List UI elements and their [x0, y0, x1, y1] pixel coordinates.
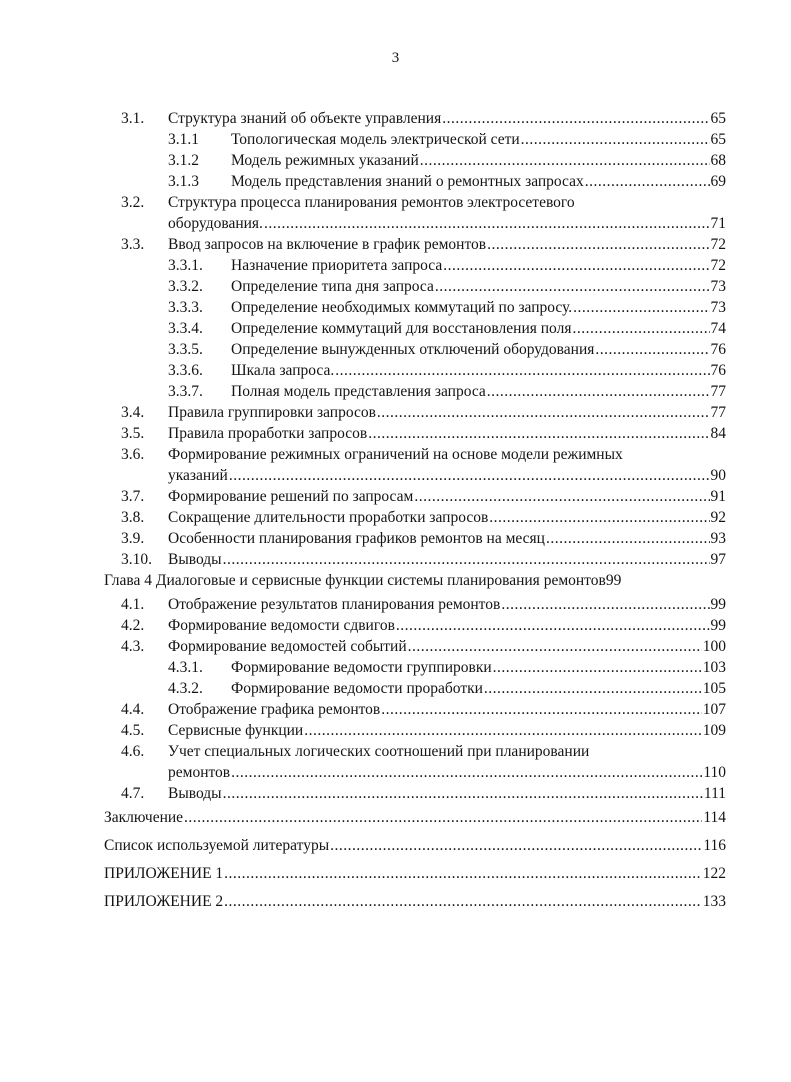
dot-leader [224, 863, 702, 884]
toc-entry-page: 116 [703, 837, 726, 854]
toc-entry[interactable] [0, 549, 791, 570]
dot-leader [501, 594, 709, 615]
toc-entry[interactable] [0, 636, 791, 657]
toc-entry-page: 114 [703, 809, 726, 826]
toc-entry-page: 72 [710, 257, 726, 274]
toc-entry[interactable] [0, 423, 791, 444]
toc-entry-title: Определение необходимых коммутаций по запросу. [231, 299, 573, 316]
toc-chapter[interactable] [0, 570, 791, 591]
dot-leader [546, 528, 710, 549]
toc-entry-number: 3.3.1. [168, 257, 203, 274]
toc-entry-page: 76 [710, 362, 726, 379]
toc-entry-number: 4.3.1. [168, 659, 203, 676]
toc-entry-number: 3.3.5. [168, 341, 203, 358]
toc-section[interactable] [0, 863, 791, 884]
toc-entry-title: Определение типа дня запроса [231, 278, 434, 295]
toc-entry-title: Структура знаний об объекте управления [168, 110, 442, 127]
dot-leader [335, 360, 709, 381]
dot-leader [521, 129, 710, 150]
toc-entry-title: ПРИЛОЖЕНИЕ 2 [104, 893, 224, 910]
toc-entry-title: Формирование ведомости сдвигов [168, 617, 395, 634]
toc-entry-page: 65 [710, 110, 726, 127]
toc-entry-continuation[interactable] [0, 465, 791, 486]
toc-entry[interactable] [0, 297, 791, 318]
dot-leader [573, 297, 709, 318]
toc-entry-title: Формирование ведомостей событий [168, 638, 407, 655]
toc-entry-title-line1: Формирование режимных ограничений на основе модели режимных [168, 446, 623, 463]
toc-entry[interactable] [0, 486, 791, 507]
toc-entry[interactable] [0, 507, 791, 528]
toc-entry-number: 3.8. [121, 509, 145, 526]
toc-entry-number: 3.3. [121, 236, 145, 253]
toc-entry[interactable] [0, 255, 791, 276]
dot-leader [377, 402, 710, 423]
toc-entry-continuation[interactable] [0, 213, 791, 234]
toc-entry-number: 4.4. [121, 701, 145, 718]
toc-entry-page: 72 [710, 236, 726, 253]
dot-leader [264, 213, 710, 234]
toc-entry-title: оборудования. [168, 215, 263, 232]
dot-leader [487, 234, 709, 255]
toc-entry[interactable] [0, 783, 791, 804]
dot-leader [223, 549, 710, 570]
dot-leader [231, 762, 702, 783]
toc-entry-page: 99 [710, 596, 726, 613]
toc-entry-page: 77 [710, 404, 726, 421]
toc-entry-title: ремонтов [168, 764, 231, 781]
toc-entry-number: 4.1. [121, 596, 145, 613]
toc-entry-number: 3.3.3. [168, 299, 203, 316]
toc-section[interactable] [0, 891, 791, 912]
toc-entry-page: 133 [702, 893, 726, 910]
toc-entry-number: 4.2. [121, 617, 145, 634]
toc-entry-page: 73 [710, 299, 726, 316]
toc-entry[interactable] [0, 108, 791, 129]
toc-entry[interactable] [0, 444, 791, 465]
toc-entry-page: 100 [702, 638, 726, 655]
dot-leader [223, 783, 703, 804]
toc-entry-page: 99 [605, 572, 622, 589]
dot-leader [330, 835, 702, 856]
toc-entry-title: Сокращение длительности проработки запросов [168, 509, 489, 526]
toc-entry-title: Формирование решений по запросам [168, 488, 414, 505]
toc-entry-page: 103 [702, 659, 726, 676]
toc-entry-title: ПРИЛОЖЕНИЕ 1 [104, 865, 224, 882]
toc-entry-page: 71 [710, 215, 726, 232]
dot-leader [420, 150, 710, 171]
toc-entry[interactable] [0, 699, 791, 720]
toc-entry-page: 74 [710, 320, 726, 337]
dot-leader [572, 318, 709, 339]
toc-entry[interactable] [0, 192, 791, 213]
toc-entry-page: 91 [710, 488, 726, 505]
toc-entry-number: 3.9. [121, 530, 145, 547]
toc-entry-title: Формирование ведомости проработки [231, 680, 483, 697]
toc-entry-title: Отображение графика ремонтов [168, 701, 381, 718]
toc-entry[interactable] [0, 381, 791, 402]
toc-entry-title: Сервисные функции [168, 722, 304, 739]
toc-entry-number: 3.1.3 [168, 173, 199, 190]
toc-entry-page: 90 [710, 467, 726, 484]
toc-entry-page: 77 [710, 383, 726, 400]
toc-entry-title: Заключение [104, 809, 184, 826]
toc-entry-number: 3.1. [121, 110, 145, 127]
toc-entry-continuation[interactable] [0, 762, 791, 783]
toc-entry[interactable] [0, 678, 791, 699]
toc-entry[interactable] [0, 318, 791, 339]
toc-entry[interactable] [0, 615, 791, 636]
dot-leader [595, 339, 709, 360]
toc-entry[interactable] [0, 234, 791, 255]
toc-entry-title: Ввод запросов на включение в график ремонтов [168, 236, 487, 253]
toc-entry[interactable] [0, 741, 791, 762]
dot-leader [368, 423, 709, 444]
toc-entry-number: 4.3.2. [168, 680, 203, 697]
dot-leader [304, 720, 702, 741]
toc-entry[interactable] [0, 276, 791, 297]
dot-leader [484, 678, 702, 699]
toc-entry[interactable] [0, 171, 791, 192]
dot-leader [414, 486, 709, 507]
toc-entry[interactable] [0, 720, 791, 741]
toc-entry-title-line1: Структура процесса планирования ремонтов электросетевого [168, 194, 575, 211]
toc-entry-title: Топологическая модель электрической сети [231, 131, 520, 148]
toc-section[interactable] [0, 835, 791, 856]
toc-entry-title: Полная модель представления запроса [231, 383, 486, 400]
toc-entry-number: 3.7. [121, 488, 145, 505]
toc-entry-page: 109 [702, 722, 726, 739]
toc-entry-title: Выводы [168, 551, 222, 568]
toc-entry-number: 3.5. [121, 425, 145, 442]
toc-entry[interactable] [0, 528, 791, 549]
dot-leader [224, 891, 702, 912]
toc-entry-title: указаний [168, 467, 228, 484]
toc-entry-title: Глава 4 Диалоговые и сервисные функции системы планирования ремонтов [104, 572, 606, 589]
dot-leader [487, 381, 710, 402]
toc-entry-page: 110 [703, 764, 726, 781]
toc-entry-number: 3.3.7. [168, 383, 203, 400]
toc-entry-number: 4.3. [121, 638, 145, 655]
toc-entry-title: Определение вынужденных отключений оборудования [231, 341, 595, 358]
toc-entry-number: 4.7. [121, 785, 145, 802]
toc-entry-page: 122 [702, 865, 726, 882]
toc-entry-page: 68 [710, 152, 726, 169]
toc-entry-title-line1: Учет специальных логических соотношений при планировании [168, 743, 590, 760]
toc-entry-number: 3.4. [121, 404, 145, 421]
toc-entry-page: 76 [710, 341, 726, 358]
toc-section[interactable] [0, 807, 791, 828]
toc-entry[interactable] [0, 150, 791, 171]
toc-entry[interactable] [0, 402, 791, 423]
dot-leader [435, 276, 710, 297]
toc-entry-title: Определение коммутаций для восстановления поля [231, 320, 572, 337]
toc-entry-page: 107 [702, 701, 726, 718]
toc-entry-page: 105 [702, 680, 726, 697]
toc-entry-number: 3.1.2 [168, 152, 199, 169]
toc-entry-title: Назначение приоритета запроса [231, 257, 443, 274]
dot-leader [489, 507, 709, 528]
toc-entry[interactable] [0, 360, 791, 381]
dot-leader [396, 615, 710, 636]
toc-entry-number: 4.6. [121, 743, 145, 760]
toc-entry-title: Особенности планирования графиков ремонтов на месяц [168, 530, 545, 547]
toc-entry-page: 97 [710, 551, 726, 568]
dot-leader [443, 255, 709, 276]
toc-entry-page: 73 [710, 278, 726, 295]
toc-entry-page: 65 [710, 131, 726, 148]
dot-leader [381, 699, 701, 720]
toc-entry-page: 92 [710, 509, 726, 526]
toc-entry-title: Модель представления знаний о ремонтных запросах [231, 173, 584, 190]
dot-leader [229, 465, 710, 486]
toc-entry[interactable] [0, 129, 791, 150]
toc-entry-number: 3.3.2. [168, 278, 203, 295]
toc-entry[interactable] [0, 339, 791, 360]
toc-entry-title: Отображение результатов планирования ремонтов [168, 596, 501, 613]
dot-leader [493, 657, 702, 678]
toc-entry-title: Шкала запроса. [231, 362, 335, 379]
toc-entry-number: 3.6. [121, 446, 145, 463]
toc-entry-number: 3.2. [121, 194, 145, 211]
toc-entry-title: Формирование ведомости группировки [231, 659, 492, 676]
toc-entry-number: 3.3.6. [168, 362, 203, 379]
toc-entry-number: 3.3.4. [168, 320, 203, 337]
toc-entry-title: Выводы [168, 785, 222, 802]
toc-entry[interactable] [0, 657, 791, 678]
toc-entry-number: 4.5. [121, 722, 145, 739]
page-number: 3 [391, 50, 400, 66]
toc-entry-page: 84 [710, 425, 726, 442]
dot-leader [442, 108, 709, 129]
toc-entry-page: 93 [710, 530, 726, 547]
toc-entry-title: Список используемой литературы [104, 837, 330, 854]
toc-entry-number: 3.1.1 [168, 131, 199, 148]
toc-entry-page: 69 [710, 173, 726, 190]
dot-leader [585, 171, 710, 192]
toc-entry-title: Правила проработки запросов [168, 425, 368, 442]
toc-entry[interactable] [0, 594, 791, 615]
toc-entry-number: 3.10. [121, 551, 152, 568]
dot-leader [184, 807, 702, 828]
toc-entry-title: Правила группировки запросов [168, 404, 376, 421]
toc-entry-page: 99 [710, 617, 726, 634]
dot-leader [408, 636, 702, 657]
toc-entry-title: Модель режимных указаний [231, 152, 419, 169]
toc-entry-page: 111 [703, 785, 726, 802]
